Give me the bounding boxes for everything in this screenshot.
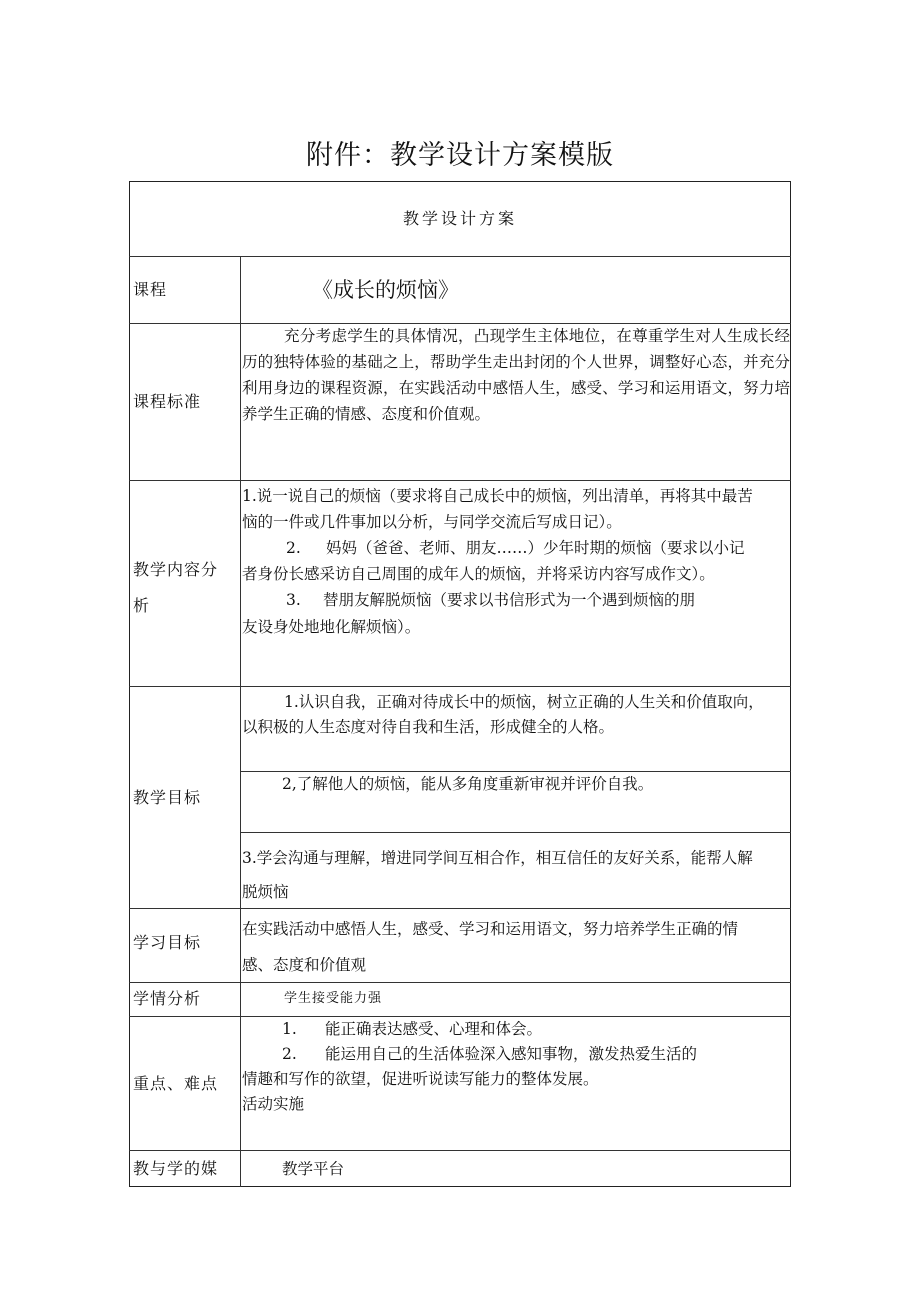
page-title: 附件：教学设计方案模版	[306, 140, 614, 171]
content-item-3-cont: 友设身处地地化解烦恼）。	[242, 618, 421, 636]
content-label: 教学内容分	[133, 560, 219, 579]
learning-text-cont: 感、态度和价值观	[242, 956, 367, 974]
content-item-1-cont: 恼的一件或几件事加以分析，与同学交流后写成日记）。	[242, 513, 622, 531]
key-item-1: 能正确表达感受、心理和体会。	[325, 1020, 543, 1038]
goal-1: 1.认识自我，正确对待成长中的烦恼，树立正确的人生关和价值取向，	[284, 693, 764, 711]
analysis-text: 学生接受能力强	[284, 991, 383, 1006]
row-divider	[129, 686, 791, 687]
standard-text: 充分考虑学生的具体情况，凸现学生主体地位，在尊重学生对人生成长经历的独特体验的基础之上，帮助学生走出封闭的个人世界，调整好心态，并充分利用身边的课程资源，在实践活动中感悟人生，感受、学习和运用语文，努力培养学生正确的情感、态度和价值观。	[242, 327, 790, 423]
content-item-2-cont: 者身份长感采访自己周围的成年人的烦恼，并将采访内容写成作文）。	[242, 565, 715, 583]
goals-label: 教学目标	[133, 788, 202, 807]
goal-1-cont: 以积极的人生态度对待自我和生活，形成健全的人格。	[242, 718, 615, 736]
learning-text: 在实践活动中感悟人生，感受、学习和运用语文，努力培养学生正确的情	[242, 920, 739, 938]
media-label: 教与学的媒	[133, 1159, 219, 1178]
key-item-2-cont: 情趣和写作的欲望，促进听说读写能力的整体发展。	[242, 1070, 599, 1088]
row-divider	[129, 982, 791, 983]
table-header: 教学设计方案	[402, 209, 517, 228]
key-item-2-number: 2.	[282, 1045, 297, 1063]
course-title: 《成长的烦恼》	[312, 278, 459, 302]
goal-divider	[240, 832, 791, 833]
row-divider	[129, 480, 791, 481]
row-divider	[129, 1150, 791, 1151]
goal-2: 2,了解他人的烦恼，能从多角度重新审视并评价自我。	[282, 775, 654, 793]
content-item-2-number: 2.	[286, 539, 301, 557]
content-item-3: 替朋友解脱烦恼（要求以书信形式为一个遇到烦恼的朋	[323, 591, 696, 609]
analysis-label: 学情分析	[133, 989, 202, 1008]
content-item-2: 妈妈（爸爸、老师、朋友……）少年时期的烦恼（要求以小记	[326, 539, 745, 557]
row-divider	[129, 908, 791, 909]
key-extra: 活动实施	[242, 1095, 305, 1113]
course-label: 课程	[133, 280, 168, 299]
key-item-1-number: 1.	[282, 1020, 297, 1038]
goal-3-cont: 脱烦恼	[242, 883, 289, 901]
standard-label: 课程标准	[133, 392, 202, 411]
content-item-3-number: 3.	[286, 591, 301, 609]
key-label: 重点、难点	[133, 1074, 219, 1093]
media-text: 教学平台	[282, 1160, 345, 1178]
row-divider	[129, 256, 791, 257]
learning-label: 学习目标	[133, 933, 202, 952]
content-label-cont: 析	[133, 596, 151, 615]
key-item-2: 能运用自己的生活体验深入感知事物，激发热爱生活的	[325, 1045, 698, 1063]
goal-3: 3.学会沟通与理解，增进同学间互相合作，相互信任的友好关系，能帮人解	[242, 849, 753, 867]
content-item-1: 1.说一说自己的烦恼（要求将自己成长中的烦恼，列出清单，再将其中最苦	[242, 487, 753, 505]
column-divider	[240, 256, 241, 1187]
